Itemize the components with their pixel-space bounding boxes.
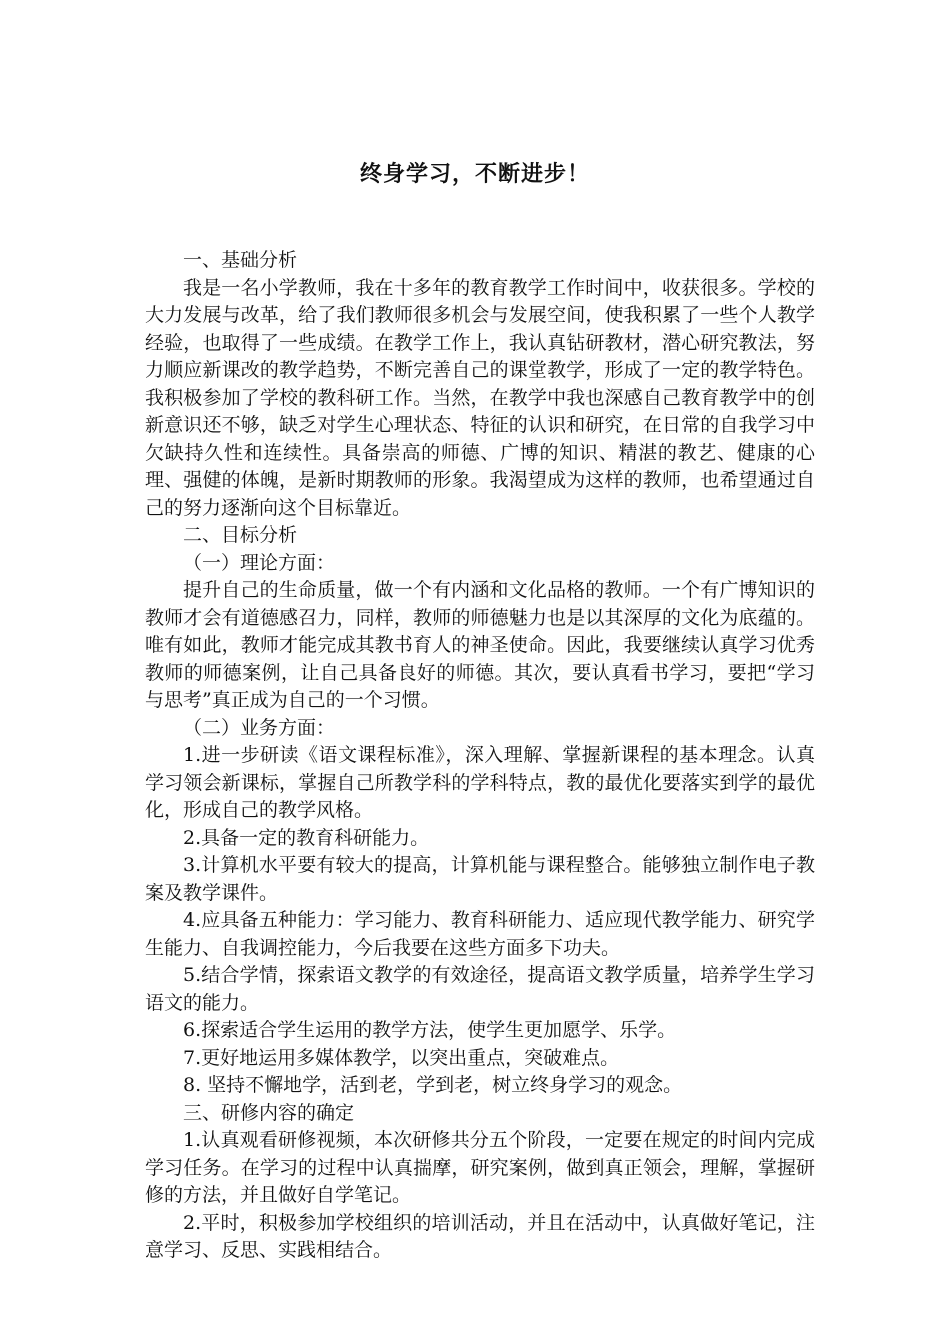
paragraph-theory: 提升自己的生命质量，做一个有内涵和文化品格的教师。一个有广博知识的教师才会有道德感召力，同样，教师的师德魅力也是以其深厚的文化为底蕴的。唯有如此，教师才能完成其教书育人的神圣使命。因此，我要继续认真学习优秀教师的师德案例，让自己具备良好的师德。其次，要认真看书学习，要把“学习与思考”真正成为自己的一个习惯。 (145, 579, 815, 711)
paragraph-basic-analysis: 我是一名小学教师，我在十多年的教育教学工作时间中，收获很多。学校的大力发展与改革，给了我们教师很多机会与发展空间，使我积累了一些个人教学经验，也取得了一些成绩。在教学工作上，我认真钻研教材，潜心研究教法，努力顺应新课改的教学趋势，不断完善自己的课堂教学，形成了一定的教学特色。我积极参加了学校的教科研工作。当然，在教学中我也深感自己教育教学中的创新意识还不够，缺乏对学生心理状态、特征的认识和研究，在日常的自我学习中欠缺持久性和连续性。具备崇高的师德、广博的知识、精湛的教艺、健康的心理、强健的体魄，是新时期教师的形象。我渴望成为这样的教师，也希望通过自己的努力逐渐向这个目标靠近。 (145, 276, 815, 519)
list-item: 1.进一步研读《语文课程标准》，深入理解、掌握新课程的基本理念。认真学习领会新课标，掌握自己所教学科的学科特点，教的最优化要落实到学的最优化，形成自己的教学风格。 (145, 744, 815, 821)
list-item: 4.应具备五种能力：学习能力、教育科研能力、适应现代教学能力、研究学生能力、自我调控能力，今后我要在这些方面多下功夫。 (145, 909, 815, 959)
list-item: 8. 坚持不懈地学，活到老，学到老，树立终身学习的观念。 (183, 1074, 683, 1096)
list-item: 7.更好地运用多媒体教学，以突出重点，突破难点。 (183, 1046, 620, 1069)
subheading-business: （二）业务方面： (183, 716, 336, 739)
list-item: 1.认真观看研修视频，本次研修共分五个阶段，一定要在规定的时间内完成学习任务。在学习的过程中认真揣摩，研究案例，做到真正领会，理解，掌握研修的方法，并且做好自学笔记。 (145, 1129, 815, 1206)
section-heading-goal-analysis: 二、目标分析 (183, 524, 298, 546)
list-item: 3.计算机水平要有较大的提高，计算机能与课程整合。能够独立制作电子教案及教学课件。 (145, 854, 815, 904)
subheading-theory: （一）理论方面： (183, 551, 336, 574)
list-item: 2.平时，积极参加学校组织的培训活动，并且在活动中，认真做好笔记，注意学习、反思、实践相结合。 (145, 1211, 815, 1261)
section-heading-study-content: 三、研修内容的确定 (183, 1101, 355, 1124)
list-item: 6.探索适合学生运用的教学方法，使学生更加愿学、乐学。 (183, 1019, 677, 1041)
document-title: 终身学习，不断进步！ (359, 161, 590, 187)
list-item: 5.结合学情，探索语文教学的有效途径，提高语文教学质量，培养学生学习语文的能力。 (145, 964, 815, 1014)
section-heading-basic-analysis: 一、基础分析 (183, 249, 298, 271)
document-body (145, 247, 815, 1265)
list-item: 2.具备一定的教育科研能力。 (183, 826, 430, 849)
